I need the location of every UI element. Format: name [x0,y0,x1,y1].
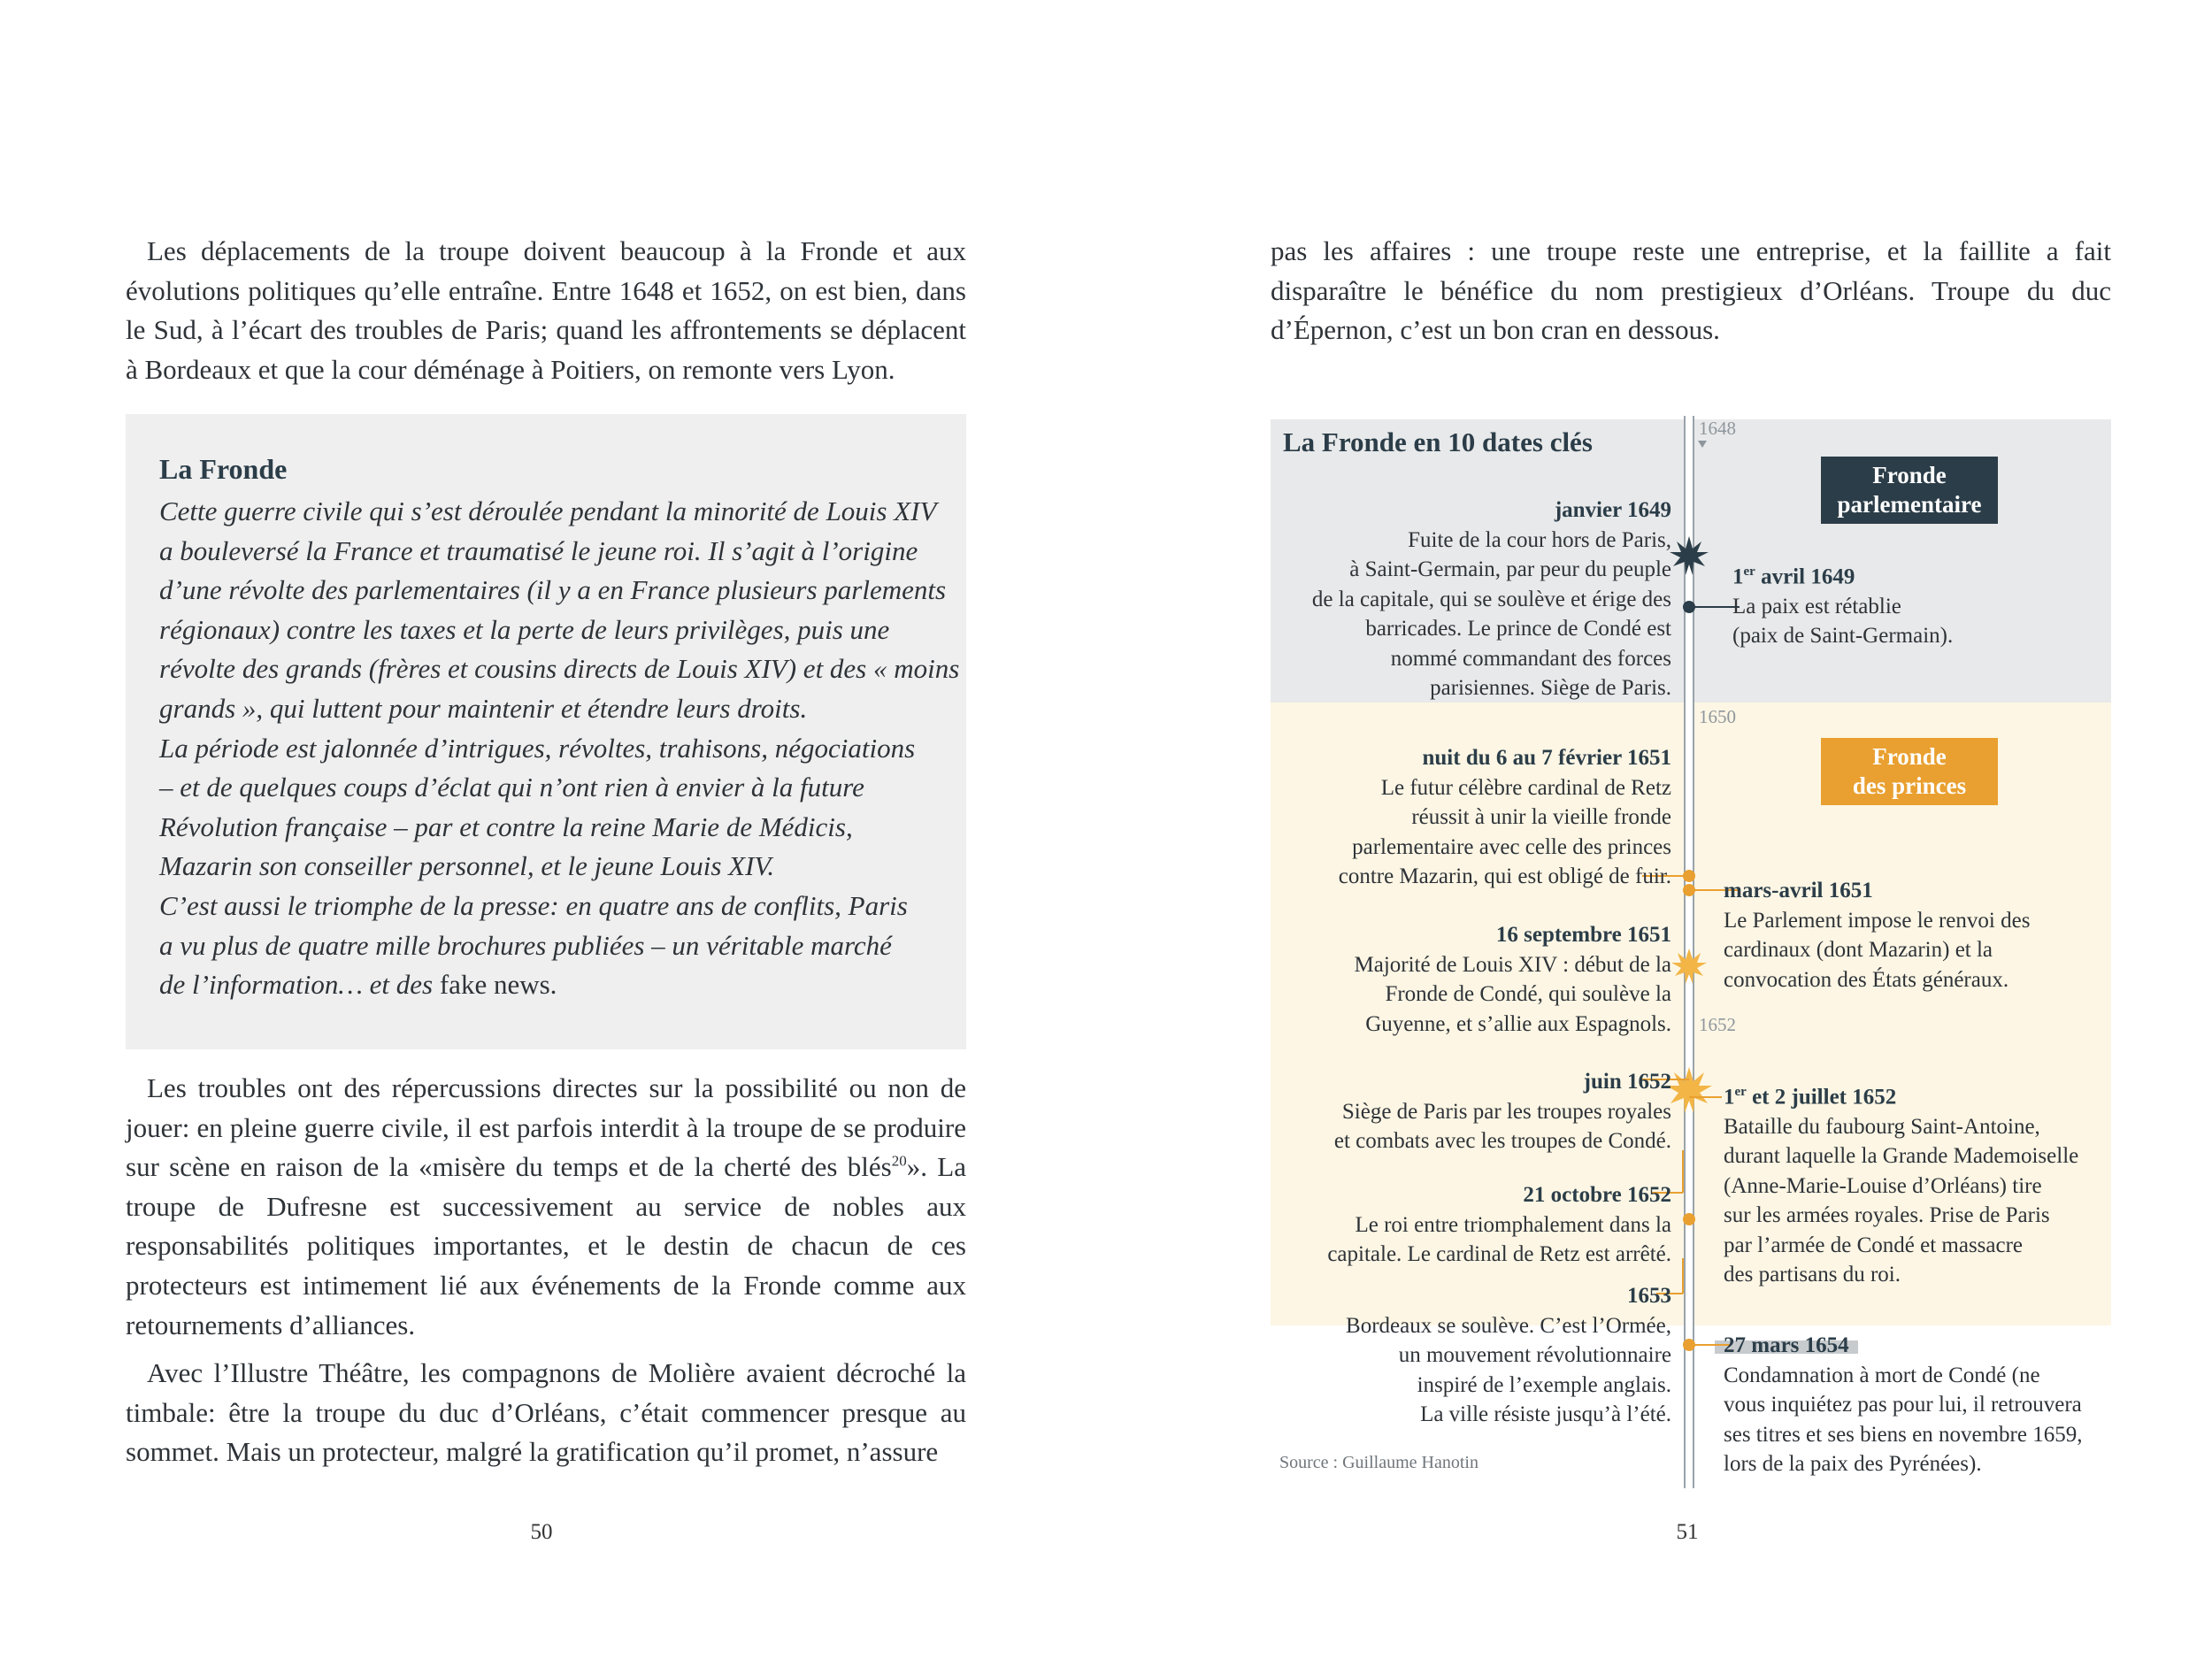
event-line: parisiennes. Siège de Paris. [1430,676,1671,700]
dot-e3 [1683,870,1695,882]
event-line: cardinaux (dont Mazarin) et la [1724,938,1993,962]
para2-text-b: ». La troupe de Dufresne est successivement au service de nobles aux responsabilités politiques importantes, et le destin de chacun de ces protecteurs est intimement lié aux événements de la Fronde comme aux retournements d’alliances. [126,1151,966,1340]
sidebar-line: Révolution française – par et contre la reine Marie de Médicis, [159,810,853,842]
event-1er-avril-1649 [1732,557,1953,651]
event-date: juin 1652 [1584,1067,1671,1097]
event-date: 1653 [1627,1281,1671,1311]
event-line: et combats avec les troupes de Condé. [1333,1129,1671,1153]
event-date: 27 mars 1654 [1724,1331,1849,1361]
sidebar-line: Cette guerre civile qui s’est déroulée pendant la minorité de Louis XIV [159,495,937,526]
event-date: mars-avril 1651 [1724,876,1873,906]
dot-e2 [1683,601,1695,613]
sidebar-title: La Fronde [159,453,288,485]
event-line: barricades. Le prince de Condé est [1365,617,1671,641]
fronde-timeline [1271,416,2111,1495]
event-line: nommé commandant des forces [1390,646,1671,671]
sidebar-last-roman: fake news. [439,969,557,1001]
event-line: (Anne-Marie-Louise d’Orléans) tire [1724,1173,2042,1198]
sidebar-line: C’est aussi le triomphe de la presse: en quatre ans de conflits, Paris [159,889,908,921]
year-1650: 1650 [1699,706,1736,727]
event-line: Bordeaux se soulève. C’est l’Ormée, [1346,1313,1671,1338]
left-paragraph-3: Avec l’Illustre Théâtre, les compagnons de Molière avaient décroché la timbale: être la troupe du duc d’Orléans, c’était commencer presque au sommet. Mais un protecteur, malgré la gratification qu’il promet, n’assure [126,1357,966,1468]
date-part: 1 [1732,565,1744,589]
event-line: par l’armée de Condé et massacre [1724,1233,2024,1257]
event-line: parlementaire avec celle des princes [1352,834,1671,859]
event-line: contre Mazarin, qui est obligé de fuir. [1338,864,1671,888]
date-part: 1 [1724,1085,1735,1110]
tag-princes-line-1: Fronde [1872,743,1947,770]
event-line: sur les armées royales. Prise de Paris [1724,1203,2050,1228]
date-sup: er [1734,1085,1747,1099]
tag-princes-line-2: des princes [1852,772,1967,799]
event-line: convocation des États généraux. [1724,967,2009,992]
date-part: et 2 juillet 1652 [1746,1085,1897,1110]
sidebar-last-italic: de l’information… et des [159,969,434,1001]
right-paragraph-1: pas les affaires : une troupe reste une entreprise, et la faillite a fait disparaître le bénéfice du nom prestigieux d’Orléans. Troupe du duc d’Épernon, c’est un bon cran en dessous. [1271,235,2111,346]
event-line: de la capitale, qui se soulève et érige des [1311,587,1671,611]
year-1648: 1648 [1699,418,1736,439]
year-1652: 1652 [1699,1014,1736,1035]
timeline-source: Source : Guillaume Hanotin [1279,1453,1479,1472]
event-line: réussit à unir la vieille fronde [1411,805,1671,829]
footnote-ref[interactable]: 20 [891,1152,907,1170]
sidebar-line: Mazarin son conseiller personnel, et le jeune Louis XIV. [159,850,775,882]
event-line: Le futur célèbre cardinal de Retz [1380,775,1671,800]
event-date: nuit du 6 au 7 février 1651 [1423,743,1672,773]
para2-text-a: Les troubles ont des répercussions directes sur la possibilité ou non de jouer: en pleine guerre civile, il est parfois interdit à la troupe de se produire sur scène en raison de la «misère du temps et de la cherté des blés [126,1072,966,1183]
date-part: avril 1649 [1755,565,1855,589]
event-mars-avril-1651 [1724,876,2030,995]
sidebar-last-line [159,965,938,1005]
event-line: ses titres et ses biens en novembre 1659, [1724,1422,2083,1447]
event-line: Le Parlement impose le renvoi des [1724,908,2031,933]
event-line: Majorité de Louis XIV : début de la [1354,952,1671,977]
page-number-left: 50 [530,1520,553,1544]
burst-orange-icon [1671,949,1707,984]
sidebar-line: régionaux) contre les taxes et la perte de leurs privilèges, puis une [159,613,890,645]
event-line: La paix est rétablie [1732,594,1901,618]
sidebar-line: d’une révolte des parlementaires (il y a en France plusieurs parlements [159,574,947,606]
event-line: La ville résiste jusqu’à l’été. [1420,1402,1671,1426]
sidebar-line: La période est jalonnée d’intrigues, révoltes, trahisons, négociations [159,732,916,764]
event-line: Fuite de la cour hors de Paris, [1408,527,1671,552]
left-paragraph-2 [126,1069,966,1345]
event-date: janvier 1649 [1555,495,1671,526]
event-line: lors de la paix des Pyrénées). [1724,1452,1982,1476]
timeline-title: La Fronde en 10 dates clés [1283,426,1593,457]
page-number-right: 51 [1676,1520,1699,1544]
event-juin-1652 [1334,1067,1671,1156]
sidebar-body [159,492,960,1005]
sidebar-line: – et de quelques coups d’éclat qui n’ont rien à envier à la future [159,772,864,803]
event-line: (paix de Saint-Germain). [1732,624,1954,649]
event-line: Le roi entre triomphalement dans la [1355,1212,1671,1237]
event-line: Guyenne, et s’allie aux Espagnols. [1365,1011,1671,1036]
event-date [1724,1078,1896,1112]
tag-parl-line-2: parlementaire [1837,491,1982,518]
fronde-sidebar [126,414,966,1049]
burst-orange-large-icon [1666,1067,1712,1113]
event-line: Condamnation à mort de Condé (ne [1724,1363,2040,1387]
sidebar-line: révolte des grands (frères et cousins directs de Louis XIV) et des « moins [159,653,960,685]
event-line: vous inquiétez pas pour lui, il retrouvera [1724,1393,2082,1417]
dot-e8 [1683,1213,1695,1225]
tag-parl-line-1: Fronde [1872,462,1947,488]
event-septembre-1651 [1355,920,1671,1039]
event-date: 21 octobre 1652 [1523,1180,1671,1210]
event-date [1732,557,1855,592]
date-sup: er [1743,565,1755,579]
event-line: Bataille du faubourg Saint-Antoine, [1724,1114,2040,1139]
event-line: à Saint-Germain, par peur du peuple [1349,557,1671,581]
sidebar-line: a bouleversé la France et traumatisé le jeune roi. Il s’agit à l’origine [159,534,918,566]
dot-e10 [1683,1339,1695,1351]
event-fevrier-1651 [1339,743,1671,892]
event-line: inspiré de l’exemple anglais. [1417,1372,1671,1397]
event-line: un mouvement révolutionnaire [1398,1343,1671,1367]
event-line: durant laquelle la Grande Mademoiselle [1724,1144,2079,1169]
event-line: Siège de Paris par les troupes royales [1341,1099,1671,1124]
dot-e4 [1683,884,1695,896]
event-octobre-1652 [1327,1180,1671,1270]
event-line: des partisans du roi. [1724,1263,1901,1287]
event-line: Fronde de Condé, qui soulève la [1385,982,1671,1006]
left-paragraph-1: Les déplacements de la troupe doivent beaucoup à la Fronde et aux évolutions politiques qu’elle entraîne. Entre 1648 et 1652, on est bien, dans le Sud, à l’écart des troubles de Paris; quand les affrontements se déplacent à Bordeaux et que la cour déménage à Poitiers, on remonte vers Lyon. [126,235,966,385]
sidebar-line: a vu plus de quatre mille brochures publiées – un véritable marché [159,929,892,961]
event-janvier-1649 [1312,495,1671,703]
event-1653 [1346,1281,1671,1430]
event-juillet-1652 [1724,1078,2078,1290]
event-mars-1654 [1724,1331,2082,1479]
event-line: capitale. Le cardinal de Retz est arrêté. [1327,1242,1671,1266]
burst-dark-icon [1670,536,1709,575]
event-date: 16 septembre 1651 [1496,920,1671,950]
sidebar-line: grands », qui luttent pour maintenir et étendre leurs droits. [159,692,808,724]
